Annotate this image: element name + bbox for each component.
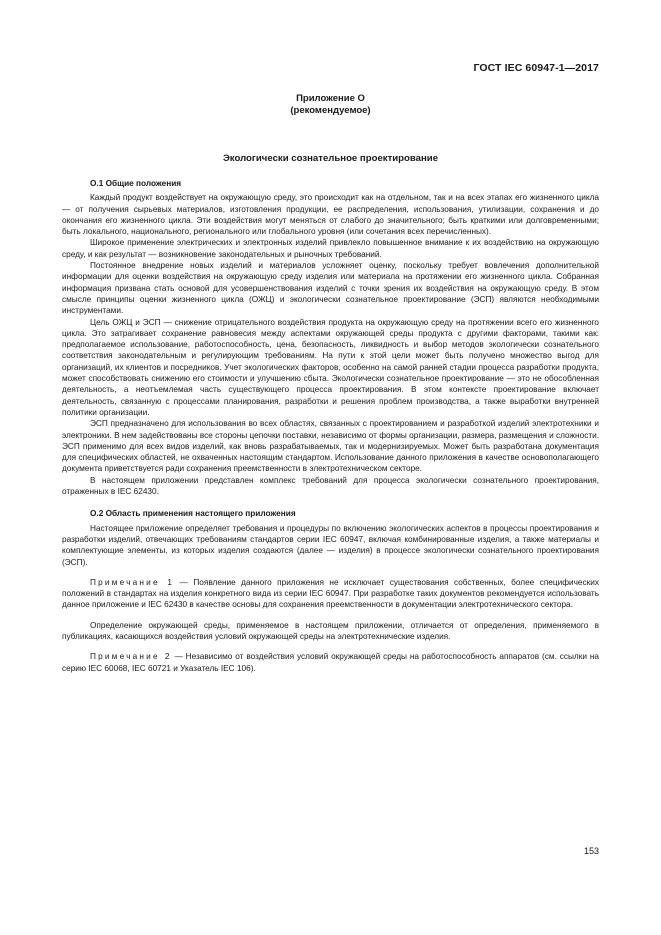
note-2-label: Примечание 2 — [90, 652, 172, 662]
section-heading-o1: О.1 Общие положения — [90, 179, 182, 188]
standard-designation: ГОСТ IEC 60947-1—2017 — [473, 62, 599, 74]
note-1-text: — Появление данного приложения не исключает существования собственных, более специфических положений в стандартах на изделия конкретного вида из серии IEC 60947. При разработке таких документов рекомендуется использовать данное приложение и IEC 62430 в качестве основы для сохранения преемственности в документации электротехнического сектора. — [62, 577, 599, 610]
page-number: 153 — [583, 846, 599, 856]
document-title: Экологически сознательное проектирование — [222, 153, 439, 164]
paragraph: В настоящем приложении представлен комплекс требований для процесса экологически сознательного проектирования, отраженных в IEC 62430. — [62, 475, 599, 497]
paragraph: Цель ОЖЦ и ЭСП — снижение отрицательного воздействия продукта на окружающую среду на протяжении всего его жизненного цикла. Это затрагивает сохранение равновесия между аспектами окружающей среды продукта с другими факторами, такими как: предполагаемое использование, работоспособность, цена, безопасность, ликвидность и выбор методов экологически сознательного соответствия законодательным и регулирующим требованиям. На пути к этой цели может быть получено множество выгод для организаций, их клиентов и посредников. Учет экологических факторов, особенно на самой ранней стадии процесса разработки продукта, может способствовать снижению его стоимости и улучшению сбыта. Экологически сознательное проектирование — это не обособленная деятельность, а неотъемлемая часть существующего процесса проектирования. В этом контексте проектирование включает деятельность, связанную с процессами планирования, разработки и решения проблем производства, а также выработки внутренней политики организации. — [62, 317, 599, 417]
annex-heading — [0, 93, 661, 117]
note-1 — [62, 577, 599, 611]
paragraph: Широкое применение электрических и электронных изделий привлекло повышенное внимание к их воздействию на окружающую среду, и как результат — возникновение законодательных и рыночных требований. — [62, 238, 599, 259]
section-heading-o2: О.2 Область применения настоящего приложения — [90, 509, 296, 519]
note-1-label: Примечание 1 — [90, 577, 175, 587]
paragraph: Каждый продукт воздействует на окружающую среду, это происходит как на отдельном, так и на всех этапах его жизненного цикла — от получения сырьевых материалов, изготовления продукции, ее распределения, использования, утилизации, сохранения и до окончания его жизненного цикла. Эти воздействия могут меняться от слабого до значительного; быть краткими или долговременными; быть локального, национального, регионального или глобального уровня (или сочетания всех перечисленных). — [62, 193, 599, 237]
annex-status: (рекомендуемое) — [290, 105, 371, 116]
paragraph: Определение окружающей среды, применяемое в настоящем приложении, отличается от определения, применяемого в публикациях, касающихся воздействия условий окружающей среды на электротехнические изделия. — [62, 620, 599, 641]
note-2 — [62, 651, 599, 674]
document-body — [62, 178, 599, 674]
annex-title: Приложение О — [296, 93, 365, 104]
paragraph: Настоящее приложение определяет требования и процедуры по включению экологических аспектов в процессы проектирования и разработки изделий, отвечающих требованиям стандартов серии IEC 60947, включая комбинированные изделия, а также материалы и комплектующие элементы, из которых изделия создаются (далее — изделия) в процессе экологически сознательного проектирования (ЭСП). — [62, 523, 599, 567]
note-2-text: — Независимо от воздействия условий окружающей среды на работоспособность аппаратов (см. ссылки на серию IEC 60068, IEC 60721 и Указатель IEC 106). — [62, 652, 599, 673]
paragraph: Постоянное внедрение новых изделий и материалов усложняет оценку, поскольку требует вовлечения дополнительной информации для оценки воздействия на окружающую среду изделия или материала на протяжении его жизненного цикла. Собранная информация призвана стать основой для усовершенствования изделий с точки зрения их воздействия на окружающую среду. В этом смысле принципы оценки жизненного цикла (ОЖЦ) и экологически сознательное проектирование (ЭСП) являются необходимыми инструментами. — [62, 261, 599, 316]
paragraph: ЭСП предназначено для использования во всех областях, связанных с проектированием и разработкой изделий электротехники и электроники. В нем задействованы все стороны цепочки поставки, независимо от формы организации, размера, размещения и сложности. ЭСП применимо для всех видов изделий, как вновь разрабатываемых, так и модернизируемых. Может быть разработана документация для специфических областей, не охваченных настоящим стандартом. Использование данного приложения в качестве основополагающего документа приветствуется ради сохранения преемственности в электротехническом секторе. — [62, 419, 599, 474]
